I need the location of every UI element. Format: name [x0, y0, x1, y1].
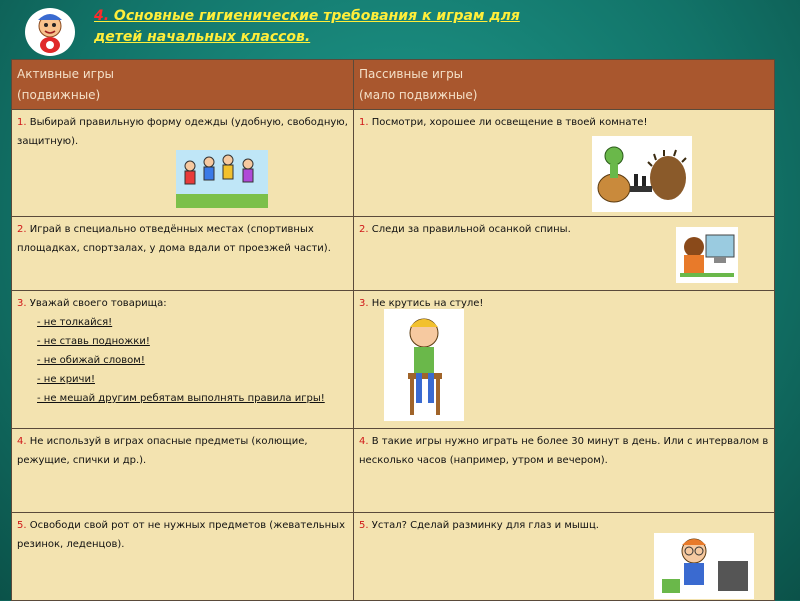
rule-text: Устал? Сделай разминку для глаз и мышц.	[368, 520, 599, 531]
header-active	[12, 60, 354, 110]
cell-passive-2	[354, 217, 775, 291]
boy-exercising-image	[654, 533, 754, 599]
rule-number: 5.	[359, 520, 369, 531]
cell-active-4	[12, 429, 354, 513]
rules-table	[11, 59, 775, 601]
rule-text: Не крутись на стуле!	[368, 298, 484, 309]
rule-text: В такие игры нужно играть не более 30 минут в день. Или с интервалом в несколько часов (например, утром и вечером).	[359, 436, 769, 466]
rule-text: Не используй в играх опасные предметы (колющие, режущие, спички и др.).	[17, 436, 308, 466]
header-passive-line2: (мало подвижные)	[359, 88, 478, 102]
sub-rule: - не ставь подножки!	[37, 336, 150, 347]
table-row	[12, 291, 775, 429]
rule-text: Посмотри, хорошее ли освещение в твоей комнате!	[368, 117, 648, 128]
header-passive	[354, 60, 775, 110]
sub-rule: - не мешай другим ребятам выполнять правила игры!	[37, 393, 325, 404]
table-row	[12, 513, 775, 601]
sub-rule: - не кричи!	[37, 374, 95, 385]
table-header-row	[12, 60, 775, 110]
rule-number: 4.	[17, 436, 27, 447]
rule-number: 2.	[359, 224, 369, 235]
cell-active-5	[12, 513, 354, 601]
cell-passive-1	[354, 110, 775, 217]
header-active-line1: Активные игры	[17, 67, 115, 81]
header-passive-line1: Пассивные игры	[359, 67, 464, 81]
kids-jumping-image	[176, 150, 268, 208]
table-row	[12, 429, 775, 513]
mascot-logo	[24, 6, 76, 56]
title-line2: детей начальных классов.	[94, 29, 311, 45]
cell-passive-5	[354, 513, 775, 601]
title-number: 4.	[94, 8, 110, 24]
rule-number: 3.	[359, 298, 369, 309]
cell-active-2	[12, 217, 354, 291]
table-row	[12, 110, 775, 217]
rule-number: 4.	[359, 436, 369, 447]
rule-text: Выбирай правильную форму одежды (удобную, свободную, защитную).	[17, 117, 348, 147]
rule-number: 2.	[17, 224, 27, 235]
cell-active-1	[12, 110, 354, 217]
boy-on-chair-image	[384, 309, 464, 421]
header-active-line2: (подвижные)	[17, 88, 101, 102]
rule-text: Следи за правильной осанкой спины.	[368, 224, 571, 235]
rule-number: 3.	[17, 298, 27, 309]
sub-rule: - не обижай словом!	[37, 355, 145, 366]
page-title	[94, 6, 614, 48]
rule-number: 1.	[359, 117, 369, 128]
cell-active-3	[12, 291, 354, 429]
rule-number: 1.	[17, 117, 27, 128]
cell-passive-3	[354, 291, 775, 429]
cell-passive-4	[354, 429, 775, 513]
sub-rule: - не толкайся!	[37, 317, 113, 328]
boy-at-computer-image	[676, 227, 738, 283]
rule-text: Уважай своего товарища:	[26, 298, 167, 309]
rule-text: Играй в специально отведённых местах (спортивных площадках, спортзалах, у дома вдали от проезжей части).	[17, 224, 331, 254]
rule-number: 5.	[17, 520, 27, 531]
table-row	[12, 217, 775, 291]
rule-text: Освободи свой рот от не нужных предметов (жевательных резинок, леденцов).	[17, 520, 345, 550]
title-line1: Основные гигиенические требования к играм для	[109, 8, 520, 24]
turtle-hedgehog-chess-image	[592, 136, 692, 212]
